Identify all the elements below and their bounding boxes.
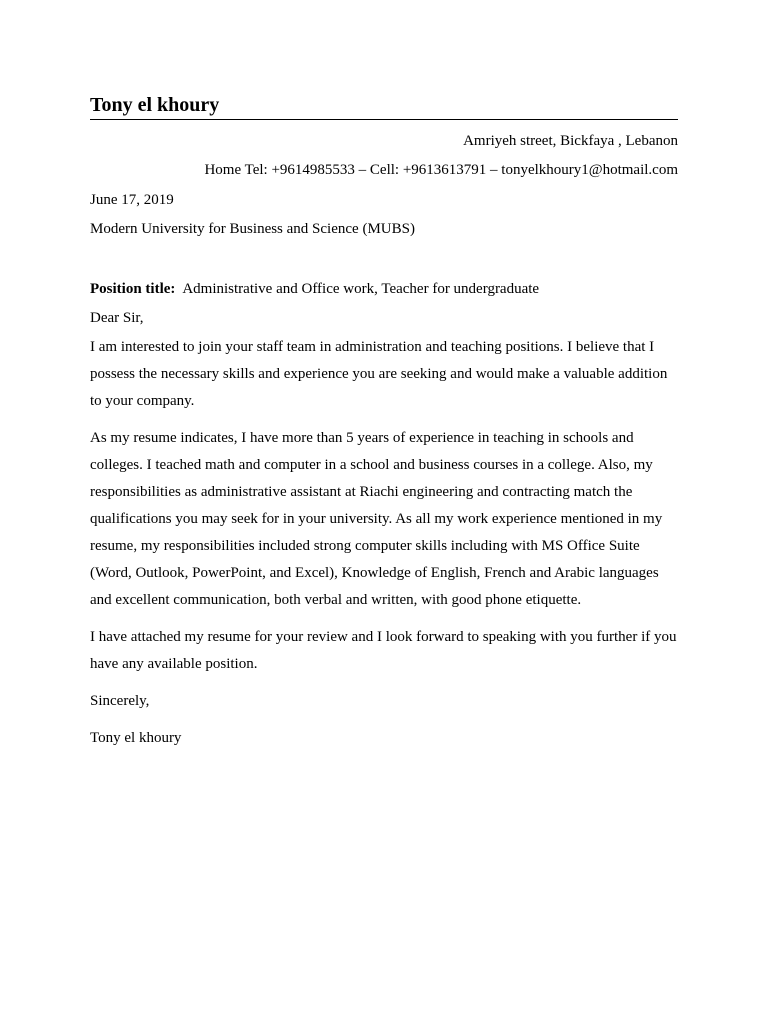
body-paragraph-1: I am interested to join your staff team in administration and teaching positions. I believe that I possess the necessary skills and experience you are seeking and would make a valuable addition to your company.: [90, 339, 668, 409]
greeting: Dear Sir,: [90, 310, 144, 326]
signature-name: Tony el khoury: [90, 730, 182, 746]
sender-contact-line: Home Tel: +9614985533 – Cell: +9613613791 – tonyelkhoury1@hotmail.com: [204, 162, 678, 178]
letter-date: June 17, 2019: [90, 192, 174, 208]
body-paragraph-2: As my resume indicates, I have more than 5 years of experience in teaching in schools and colleges. I teached math and computer in a school and business courses in a college. Also, my responsibilities as administrative assistant at Riachi engineering and contracting match the qualifications you may seek for in your university. As all my work experience mentioned in my resume, my responsibilities included strong computer skills including with MS Office Suite (Word, Outlook, PowerPoint, and Excel), Knowledge of English, French and Arabic languages and excellent communication, both verbal and written, with good phone etiquette.: [90, 430, 663, 608]
closing: Sincerely,: [90, 693, 150, 709]
cover-letter: [90, 92, 678, 748]
sender-name-heading: Tony el khoury: [90, 92, 678, 120]
position-title-line: [90, 279, 678, 299]
sender-address: Amriyeh street, Bickfaya , Lebanon: [463, 133, 678, 149]
position-title-value: Administrative and Office work, Teacher for undergraduate: [182, 281, 540, 297]
recipient-organization: Modern University for Business and Science (MUBS): [90, 221, 415, 237]
position-title-label: Position title:: [90, 281, 176, 297]
body-paragraph-3: I have attached my resume for your review and I look forward to speaking with you further if you have any available position.: [90, 629, 677, 672]
